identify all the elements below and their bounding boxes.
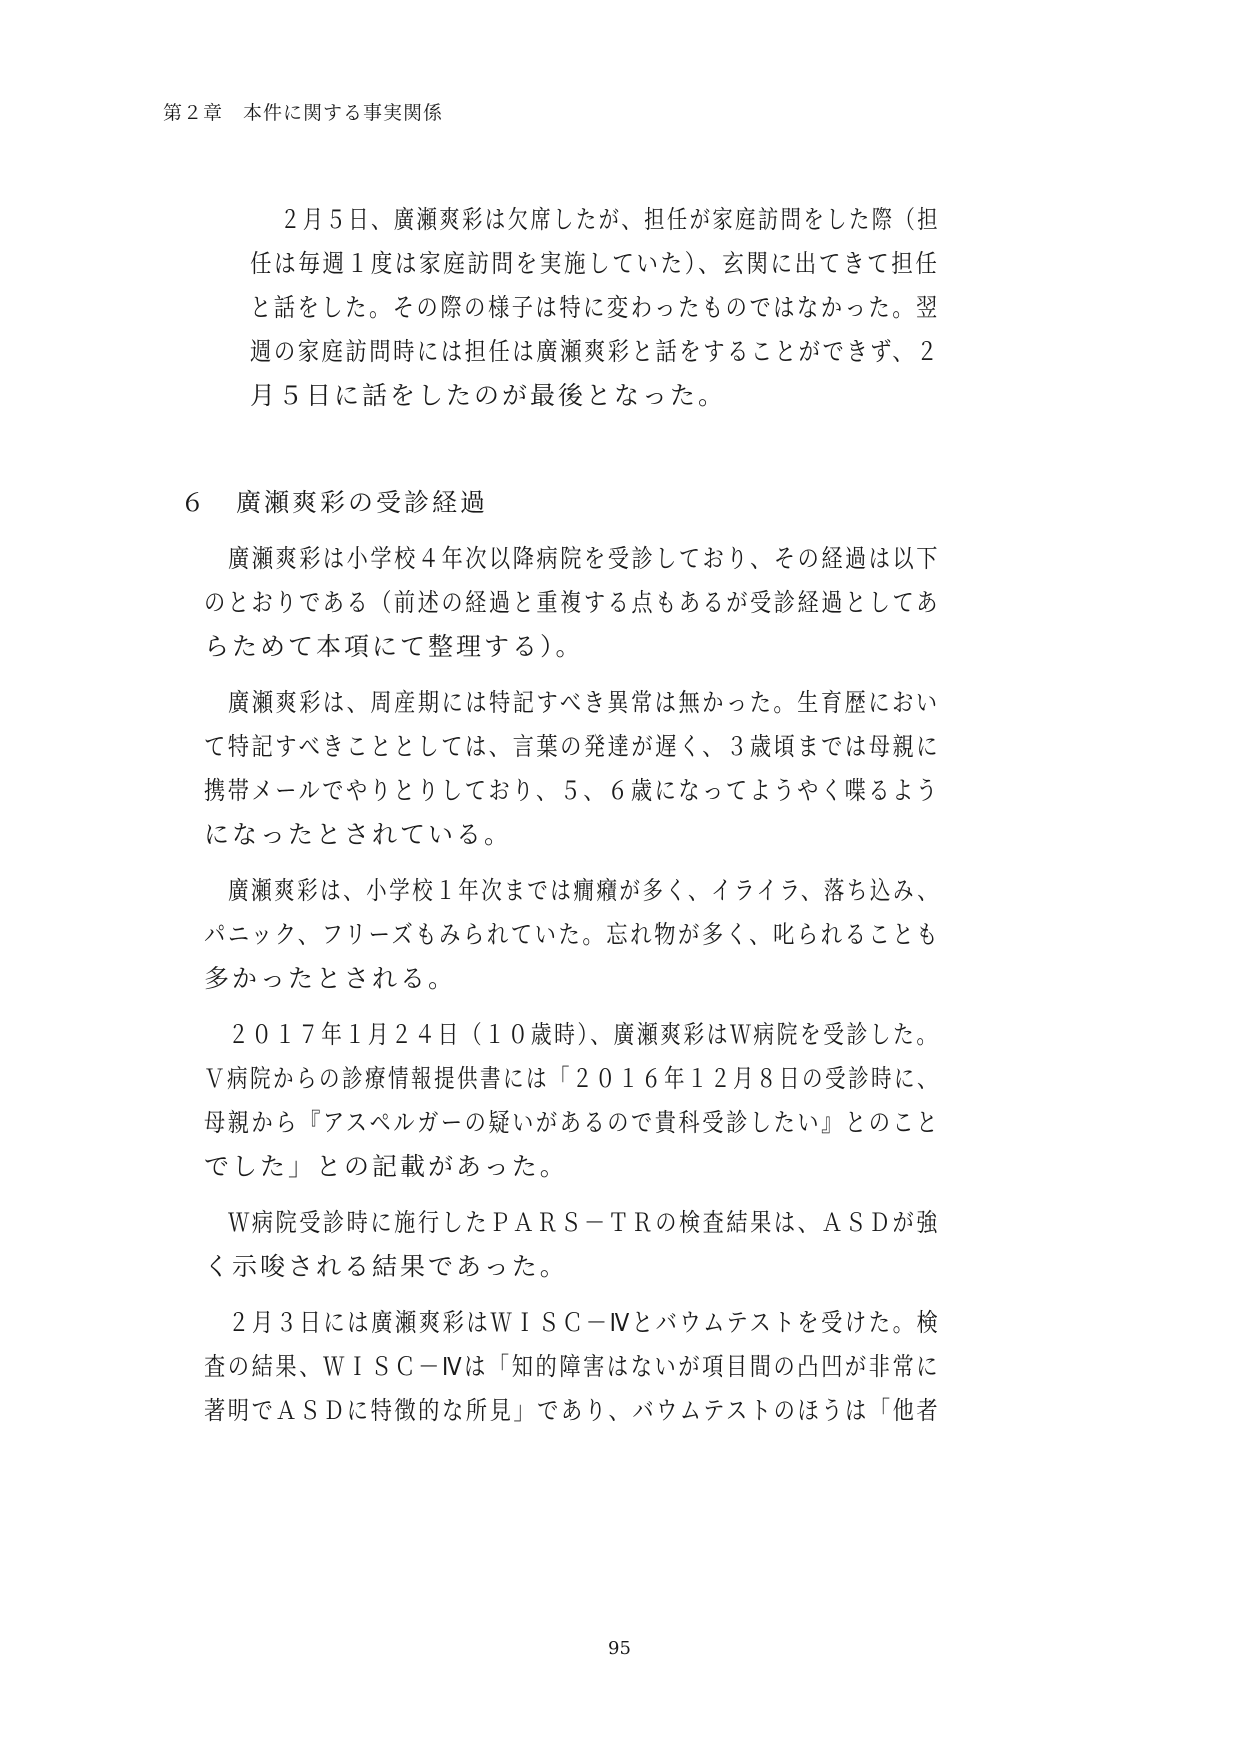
text-line: 廣瀬爽彩は小学校４年次以降病院を受診しており、その経過は以下	[228, 544, 940, 573]
text-line: らためて本項にて整理する）。	[204, 632, 584, 661]
text-line: て特記すべきこととしては、言葉の発達が遅く、３歳頃までは母親に	[204, 732, 941, 761]
text-line: 著明でＡＳＤに特徴的な所見」であり、バウムテストのほうは「他者	[204, 1396, 941, 1425]
text-line: ２０１７年１月２４日（１０歳時）、廣瀬爽彩はＷ病院を受診した。	[228, 1020, 940, 1049]
text-line: 廣瀬爽彩は、周産期には特記すべき異常は無かった。生育歴におい	[228, 688, 940, 717]
text-line: パニック、フリーズもみられていた。忘れ物が多く、叱られることも	[204, 920, 941, 949]
page-number: 95	[608, 1638, 631, 1659]
text-line: ２月５日、廣瀬爽彩は欠席したが、担任が家庭訪問をした際（担	[280, 205, 941, 234]
text-line: と話をした。その際の様子は特に変わったものではなかった。翌	[250, 293, 940, 322]
text-line: 母親から『アスペルガーの疑いがあるので貴科受診したい』とのこと	[204, 1108, 941, 1137]
text-line: ２月３日には廣瀬爽彩はＷＩＳＣ－Ⅳとバウムテストを受けた。検	[228, 1308, 941, 1337]
text-line: 任は毎週１度は家庭訪問を実施していた）、玄関に出てきて担任	[250, 249, 940, 278]
running-header-chapter: 第２章 本件に関する事実関係	[163, 102, 444, 124]
text-line: のとおりである（前述の経過と重複する点もあるが受診経過としてあ	[204, 588, 940, 617]
text-line: 廣瀬爽彩は、小学校１年次までは癇癪が多く、イライラ、落ち込み、	[228, 876, 941, 905]
text-line: 多かったとされる。	[204, 964, 457, 993]
section-heading: ６ 廣瀬爽彩の受診経過	[180, 488, 489, 517]
text-line: 査の結果、ＷＩＳＣ－Ⅳは「知的障害はないが項目間の凸凹が非常に	[204, 1352, 941, 1381]
text-line: Ｖ病院からの診療情報提供書には「２０１６年１２月８日の受診時に、	[204, 1064, 940, 1093]
text-line: Ｗ病院受診時に施行したＰＡＲＳ－ＴＲの検査結果は、ＡＳＤが強	[228, 1208, 940, 1237]
text-line: 週の家庭訪問時には担任は廣瀬爽彩と話をすることができず、２	[250, 337, 941, 366]
text-line: 携帯メールでやりとりしており、５、６歳になってようやく喋るよう	[204, 776, 940, 805]
text-line: 月５日に話をしたのが最後となった。	[250, 381, 727, 410]
text-line: く示唆される結果であった。	[204, 1252, 568, 1281]
text-line: でした」との記載があった。	[204, 1152, 568, 1181]
text-line: になったとされている。	[204, 820, 513, 849]
